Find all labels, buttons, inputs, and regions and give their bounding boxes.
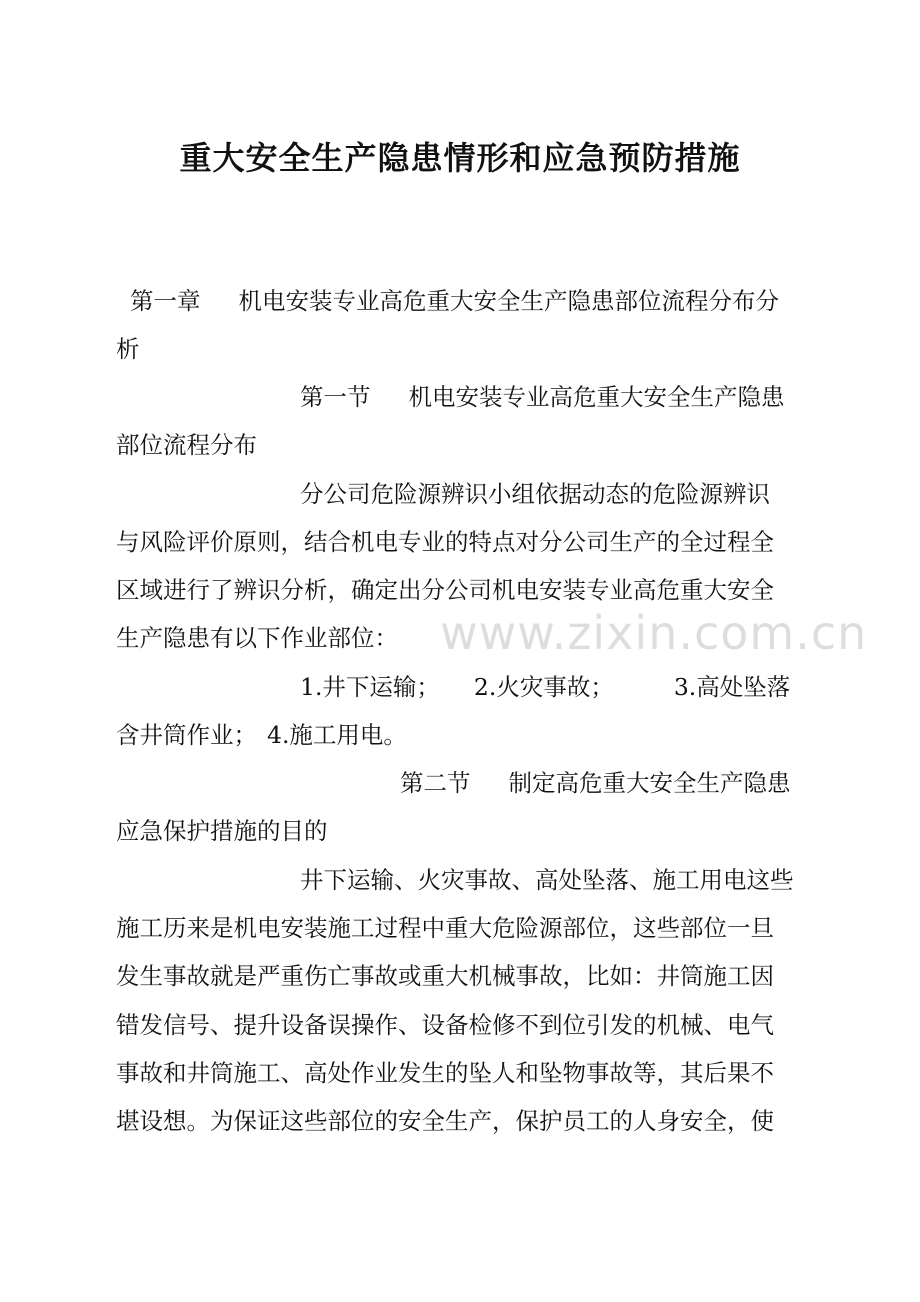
paragraph1-line-3: 区域进行了辨识分析，确定出分公司机电安装专业高危重大安全 — [116, 576, 774, 604]
section1-label: 第一节 — [300, 383, 371, 411]
paragraph2-line-5: 事故和井筒施工、高处作业发生的坠人和坠物事故等，其后果不 — [116, 1059, 774, 1087]
document-title: 重大安全生产隐患情形和应急预防措施 — [179, 139, 741, 177]
paragraph2-line-6: 堪设想。为保证这些部位的安全生产，保护员工的人身安全，使 — [116, 1107, 774, 1135]
list-item-3: 3.高处坠落 — [673, 673, 791, 701]
list-item-4: 4.施工用电。 — [267, 721, 407, 749]
paragraph1-line-2: 与风险评价原则，结合机电专业的特点对分公司生产的全过程全 — [116, 528, 774, 556]
list-line-2 — [116, 712, 816, 758]
chapter-heading-line-2: 析 — [116, 335, 140, 363]
paragraph2-line-2: 施工历来是机电安装施工过程中重大危险源部位，这些部位一旦 — [116, 914, 774, 942]
paragraph1-line-1: 分公司危险源辨识小组依据动态的危险源辨识 — [300, 480, 770, 508]
section1-heading-line-2: 部位流程分布 — [116, 431, 257, 459]
paragraph1-line-4: 生产隐患有以下作业部位： — [116, 624, 398, 652]
watermark: www.zixin.com.cn — [440, 606, 868, 660]
chapter-label: 第一章 — [130, 287, 201, 315]
chapter-heading-text: 机电安装专业高危重大安全生产隐患部位流程分布分 — [238, 287, 779, 315]
section2-heading-line-2: 应急保护措施的目的 — [116, 817, 328, 845]
section2-label: 第二节 — [400, 769, 471, 797]
list-line-1 — [300, 664, 920, 710]
list-item-3-continued: 含井筒作业； — [116, 721, 257, 749]
section2-heading-line-1 — [400, 760, 920, 806]
chapter-heading-line-1 — [130, 278, 830, 324]
list-item-1: 1.井下运输； — [300, 673, 440, 701]
section2-heading-text: 制定高危重大安全生产隐患 — [508, 769, 791, 797]
list-item-2: 2.火灾事故； — [473, 673, 614, 701]
paragraph2-line-3: 发生事故就是严重伤亡事故或重大机械事故，比如：井筒施工因 — [116, 962, 774, 990]
section1-heading-text: 机电安装专业高危重大安全生产隐患 — [408, 383, 785, 411]
paragraph2-line-1: 井下运输、火灾事故、高处坠落、施工用电这些 — [300, 866, 794, 894]
paragraph2-line-4: 错发信号、提升设备误操作、设备检修不到位引发的机械、电气 — [116, 1011, 774, 1039]
section1-heading-line-1 — [300, 374, 920, 420]
